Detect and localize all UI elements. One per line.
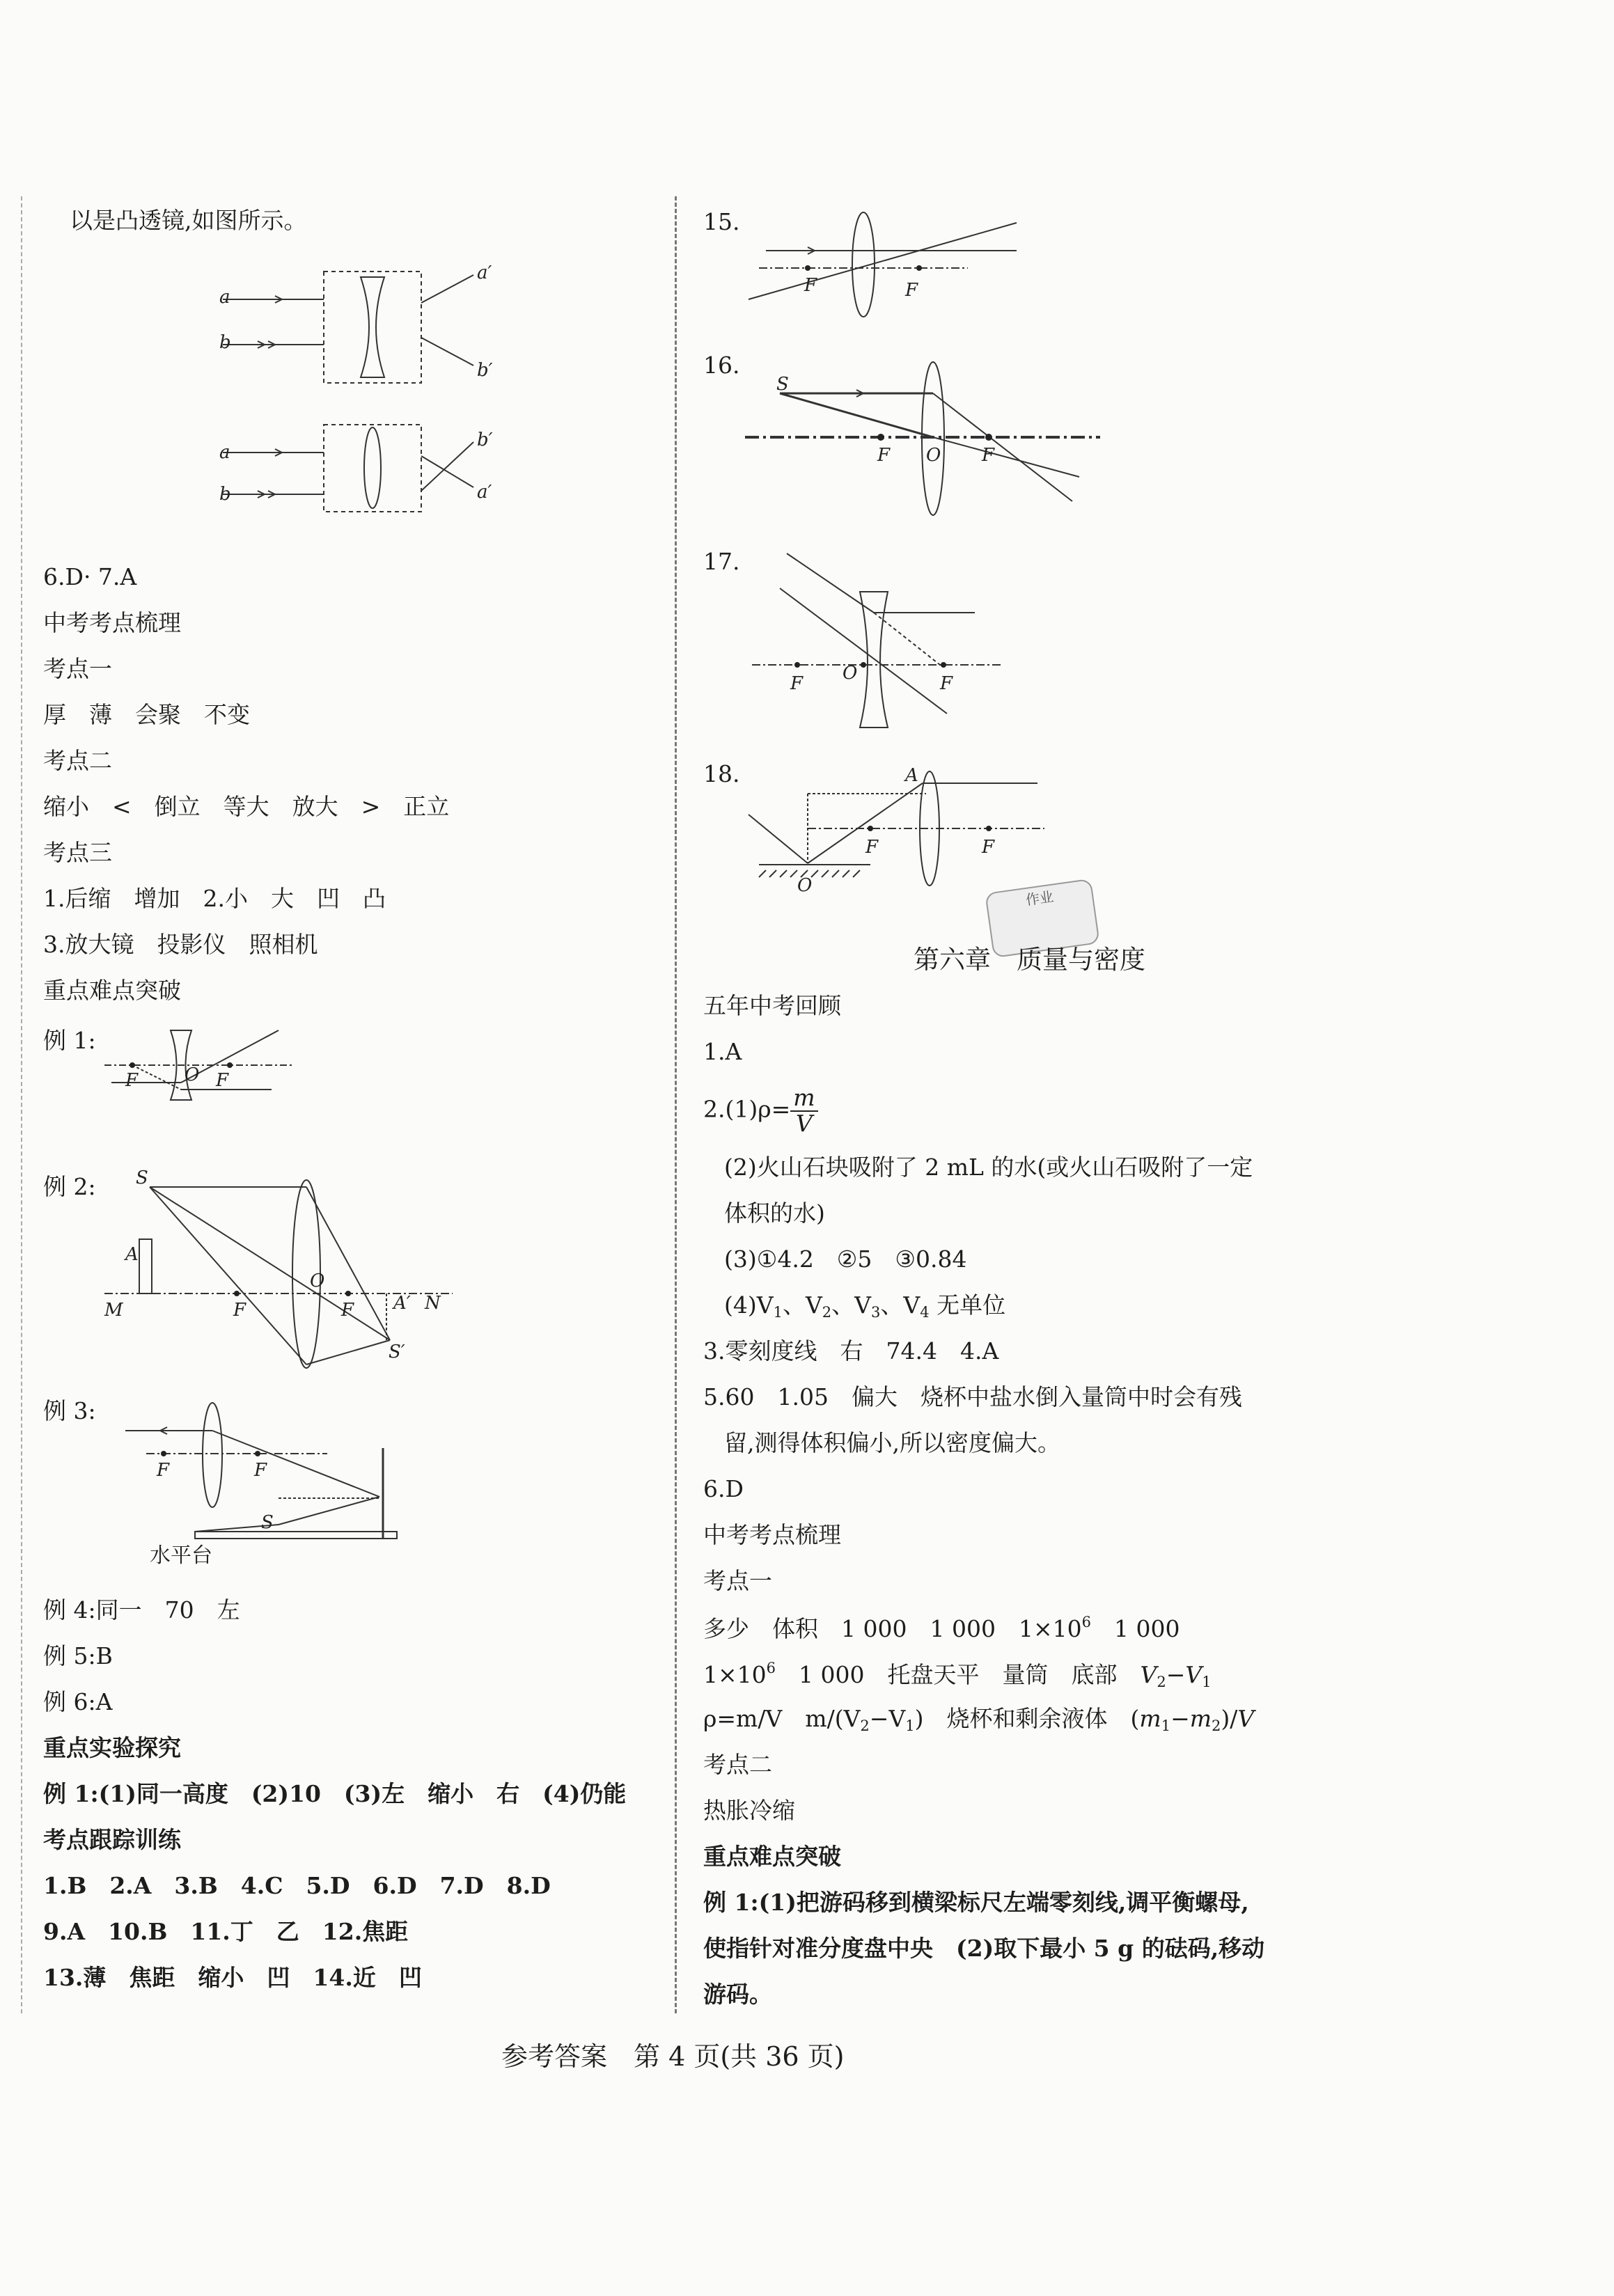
answer-5b: 留,测得体积偏小,所以密度偏大。 xyxy=(724,1429,1060,1456)
svg-text:O: O xyxy=(185,1064,200,1085)
kaodian-2-label-right: 考点二 xyxy=(703,1751,772,1778)
question-15-diagram xyxy=(738,209,1031,320)
kaodian-3-answer-2: 3.放大镜 投影仪 照相机 xyxy=(43,931,318,958)
answer-1: 1.A xyxy=(703,1038,742,1065)
svg-text:O: O xyxy=(310,1271,325,1291)
svg-text:O: O xyxy=(926,445,941,466)
svg-text:b′: b′ xyxy=(477,430,493,450)
kaodian-3-label: 考点三 xyxy=(43,839,112,866)
kaodian-1-line-1: 多少 体积 1 000 1 000 $1\times 10^6$ 1 000 xyxy=(703,1614,1180,1642)
kaodian-1-label: 考点一 xyxy=(43,655,112,682)
svg-text:O: O xyxy=(797,875,813,896)
svg-text:A: A xyxy=(905,765,918,786)
kaodian-1-line-3: ρ=m/V $m/(V_2-V_1)$ 烧杯和剩余液体 $(m_1-m_2)/V$ xyxy=(703,1705,1255,1734)
question-17-diagram xyxy=(738,550,1031,731)
example-1-diagram xyxy=(97,1016,306,1114)
kaodian-2-answer-right: 热胀冷缩 xyxy=(703,1797,795,1824)
svg-text:O: O xyxy=(843,663,858,684)
answer-6-7: 6.D· 7.A xyxy=(43,563,137,590)
answer-6: 6.D xyxy=(703,1475,744,1502)
svg-text:N: N xyxy=(425,1293,441,1314)
label-b-prime: b′ xyxy=(477,360,493,381)
lens-figure-concave-convex xyxy=(209,258,515,522)
label-a-prime: a′ xyxy=(477,262,492,283)
svg-text:F: F xyxy=(125,1070,139,1091)
svg-text:S: S xyxy=(136,1167,148,1188)
kaodian-1-label-right: 考点一 xyxy=(703,1567,772,1594)
kaodian-3-answer-1: 1.后缩 增加 2.小 大 凹 凸 xyxy=(43,885,386,912)
question-18-diagram xyxy=(738,766,1044,905)
svg-text:F: F xyxy=(877,445,891,466)
svg-text:S′: S′ xyxy=(389,1342,405,1362)
tracking-answers-1: 1.B 2.A 3.B 4.C 5.D 6.D 7.D 8.D xyxy=(43,1872,551,1899)
example-5: 例 5:B xyxy=(43,1642,113,1669)
svg-text:F: F xyxy=(216,1070,229,1091)
example-3-label: 例 3: xyxy=(43,1397,96,1424)
svg-text:A′: A′ xyxy=(393,1293,411,1314)
question-17-label: 17. xyxy=(703,548,740,575)
label-a: a xyxy=(219,287,230,308)
svg-text:F: F xyxy=(940,673,953,694)
kaodian-1-answer: 厚 薄 会聚 不变 xyxy=(43,701,250,728)
svg-text:F: F xyxy=(341,1300,354,1321)
answer-2-3: (3)①4.2 ②5 ③0.84 xyxy=(724,1245,967,1273)
svg-text:F: F xyxy=(157,1460,170,1481)
example-2-label: 例 2: xyxy=(43,1173,96,1200)
svg-text:S: S xyxy=(261,1512,274,1533)
answer-2-2a: (2)火山石块吸附了 2 mL 的水(或火山石吸附了一定 xyxy=(724,1154,1253,1181)
left-margin-line xyxy=(21,196,22,2013)
page-footer: 参考答案 第 4 页(共 36 页) xyxy=(501,2041,845,2072)
homework-stamp: 作业 xyxy=(985,879,1100,959)
svg-text:F: F xyxy=(804,275,817,296)
heading-zhongkao-right: 中考考点梳理 xyxy=(703,1521,841,1548)
question-18-label: 18. xyxy=(703,760,740,787)
question-16-diagram xyxy=(738,355,1114,522)
answer-5a: 5.60 1.05 偏大 烧杯中盐水倒入量筒中时会有残 xyxy=(703,1383,1242,1410)
answer-2-1: 2.(1)ρ= $\frac{m}{V}$ xyxy=(703,1086,818,1135)
svg-text:S: S xyxy=(776,374,789,395)
example-1-right-b: 使指针对准分度盘中央 (2)取下最小 5 g 的砝码,移动 xyxy=(703,1935,1265,1962)
svg-text:b: b xyxy=(219,484,231,505)
example-1-right-c: 游码。 xyxy=(703,1981,772,2008)
example-1-label: 例 1: xyxy=(43,1027,96,1054)
svg-text:F: F xyxy=(982,445,995,466)
example-3-platform-label: 水平台 xyxy=(150,1543,212,1568)
heading-shiyan: 重点实验探究 xyxy=(43,1734,181,1761)
experiment-example-1: 例 1:(1)同一高度 (2)10 (3)左 缩小 右 (4)仍能 xyxy=(43,1780,627,1807)
svg-text:a′: a′ xyxy=(477,482,492,503)
answer-2-2b: 体积的水) xyxy=(724,1200,825,1227)
example-4: 例 4:同一 70 左 xyxy=(43,1596,240,1623)
heading-zhongkao: 中考考点梳理 xyxy=(43,609,181,636)
svg-text:M: M xyxy=(104,1300,123,1321)
svg-text:F: F xyxy=(905,280,918,301)
chapter-title: 第六章 质量与密度 xyxy=(914,945,1145,975)
example-2-diagram xyxy=(97,1167,460,1378)
column-divider xyxy=(675,196,677,2013)
tracking-answers-2: 9.A 10.B 11.丁 乙 12.焦距 xyxy=(43,1918,409,1945)
tracking-answers-3: 13.薄 焦距 缩小 凹 14.近 凹 xyxy=(43,1964,422,1991)
svg-text:F: F xyxy=(982,837,995,858)
example-6: 例 6:A xyxy=(43,1688,113,1715)
heading-wunian: 五年中考回顾 xyxy=(703,992,841,1019)
svg-text:F: F xyxy=(790,673,804,694)
example-3-diagram xyxy=(118,1392,411,1546)
density-fraction: $\frac{m}{V}$ xyxy=(790,1086,817,1135)
example-1-right-a: 例 1:(1)把游码移到横梁标尺左端零刻线,调平衡螺母, xyxy=(703,1889,1249,1916)
kaodian-1-line-2: $1\times 10^6$ 1 000 托盘天平 量筒 底部 $V_2-V_1$ xyxy=(703,1660,1212,1690)
question-15-label: 15. xyxy=(703,208,740,235)
svg-text:F: F xyxy=(254,1460,267,1481)
kaodian-2-label: 考点二 xyxy=(43,747,112,774)
answer-2-4: $(4)V_1$、$V_2$、$V_3$、$V_4$ 无单位 xyxy=(724,1291,1006,1321)
svg-text:A: A xyxy=(125,1244,139,1265)
question-16-label: 16. xyxy=(703,352,740,379)
heading-genzong: 考点跟踪训练 xyxy=(43,1826,181,1853)
svg-text:F: F xyxy=(233,1300,246,1321)
kaodian-2-answer: 缩小 < 倒立 等大 放大 > 正立 xyxy=(43,793,450,820)
svg-text:F: F xyxy=(865,837,879,858)
svg-text:a: a xyxy=(219,442,230,463)
heading-zhongdian-right: 重点难点突破 xyxy=(703,1843,841,1870)
intro-text: 以是凸透镜,如图所示。 xyxy=(70,207,307,234)
answer-3-4: 3.零刻度线 右 74.4 4.A xyxy=(703,1337,999,1365)
heading-zhongdian: 重点难点突破 xyxy=(43,977,181,1004)
label-b: b xyxy=(219,332,231,353)
